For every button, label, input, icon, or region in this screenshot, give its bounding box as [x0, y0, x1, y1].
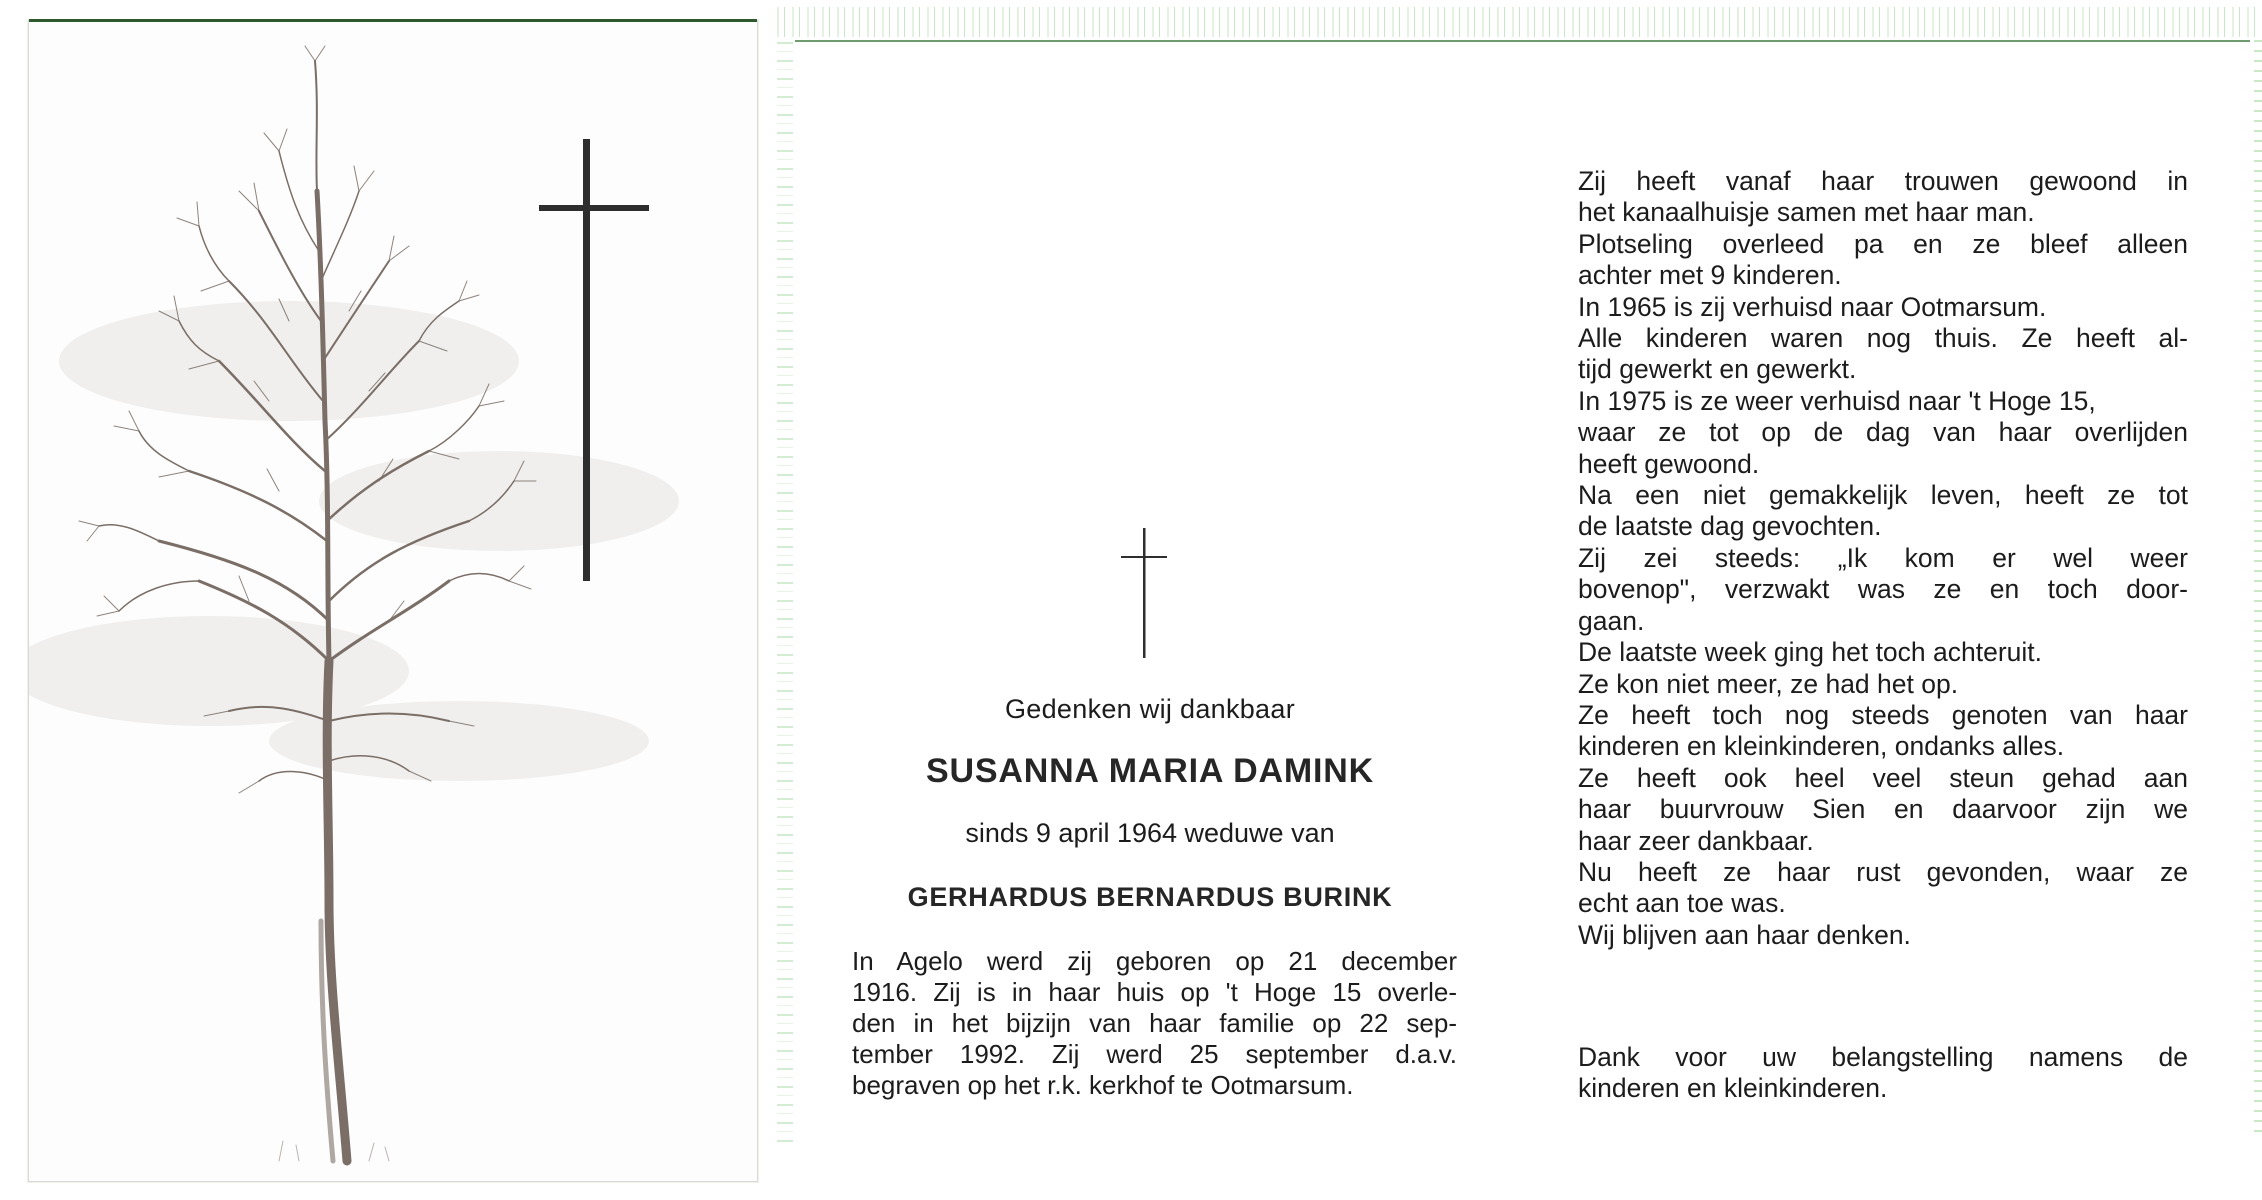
scan-edge — [2254, 40, 2262, 1140]
bio-line: den in het bijzijn van haar familie op 22 sep- — [852, 1008, 1457, 1038]
small-cross-icon — [1121, 528, 1169, 658]
tree — [79, 46, 536, 1161]
story-line: de laatste dag gevochten. — [1578, 511, 1882, 542]
story-line: kinderen en kleinkinderen, ondanks alles. — [1578, 731, 2065, 762]
bio-line: 1916. Zij is in haar huis op 't Hoge 15 overle- — [852, 977, 1457, 1007]
story-line: gaan. — [1578, 605, 1645, 636]
thanks-note — [1578, 1042, 2188, 1105]
story-line: bovenop", verzwakt was ze en toch door- — [1578, 574, 2188, 605]
story-line: heeft gewoond. — [1578, 448, 1760, 479]
story-line: Plotseling overleed pa en ze bleef alleen — [1578, 228, 2188, 259]
intro-line: Gedenken wij dankbaar — [1005, 694, 1295, 724]
thanks-line: kinderen en kleinkinderen. — [1578, 1073, 1888, 1104]
story-line: Ze heeft ook heel veel steun gehad aan — [1578, 762, 2188, 793]
thanks-line: Dank voor uw belangstelling namens de — [1578, 1042, 2188, 1072]
story-line: Wij blijven aan haar denken. — [1578, 919, 1911, 950]
story-line: haar zeer dankbaar. — [1578, 825, 1814, 856]
card-front-panel — [28, 20, 758, 1182]
biography — [852, 946, 1457, 1101]
story-line: Ze heeft toch nog steeds genoten van haar — [1578, 699, 2188, 730]
story-line: Ze kon niet meer, ze had het op. — [1578, 668, 1959, 699]
husband-name: GERHARDUS BERNARDUS BURINK — [907, 882, 1393, 912]
story-line: In 1975 is ze weer verhuisd naar 't Hoge 15, — [1578, 385, 2096, 416]
story-line: De laatste week ging het toch achteruit. — [1578, 637, 2043, 668]
story-line: tijd gewerkt en gewerkt. — [1578, 354, 1857, 385]
story-line: achter met 9 kinderen. — [1578, 260, 1842, 291]
story-line: het kanaalhuisje samen met haar man. — [1578, 197, 2035, 228]
story-line: Zij heeft vanaf haar trouwen gewoond in — [1578, 166, 2188, 196]
tree-drawing — [29, 21, 757, 1181]
story-line: haar buurvrouw Sien en daarvoor zijn we — [1578, 794, 2188, 825]
life-story — [1578, 166, 2188, 951]
story-line: Alle kinderen waren nog thuis. Ze heeft al- — [1578, 323, 2188, 354]
widow-line: sinds 9 april 1964 weduwe van — [965, 818, 1335, 848]
bio-line: begraven op het r.k. kerkhof te Ootmarsum. — [852, 1070, 1354, 1100]
bio-line: In Agelo werd zij geboren op 21 december — [852, 946, 1457, 976]
story-line: In 1965 is zij verhuisd naar Ootmarsum. — [1578, 291, 2047, 322]
story-line: Na een niet gemakkelijk leven, heeft ze tot — [1578, 480, 2188, 511]
deceased-name: SUSANNA MARIA DAMINK — [926, 752, 1374, 790]
story-line: Zij zei steeds: „Ik kom er wel weer — [1578, 542, 2188, 573]
story-line: Nu heeft ze haar rust gevonden, waar ze — [1578, 856, 2188, 887]
story-line: waar ze tot op de dag van haar overlijden — [1578, 417, 2188, 448]
sky-shading — [29, 301, 679, 781]
bio-line: tember 1992. Zij werd 25 september d.a.v. — [852, 1039, 1457, 1069]
story-line: echt aan toe was. — [1578, 888, 1786, 919]
